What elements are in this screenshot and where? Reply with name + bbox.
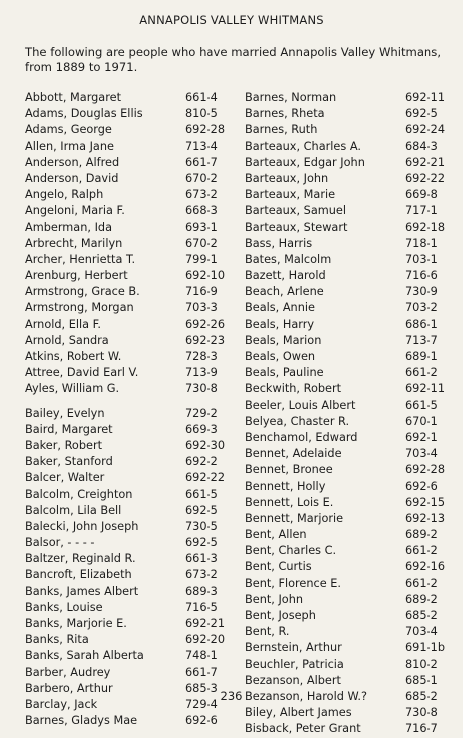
entry-reference: 713-9 (185, 366, 218, 380)
index-entry (245, 139, 458, 155)
index-entry (245, 624, 458, 640)
entry-reference: 692-21 (405, 155, 446, 169)
index-entry (25, 567, 240, 583)
entry-name: Barber, Audrey (25, 665, 111, 679)
entry-name: Barnes, Rheta (245, 107, 325, 121)
entry-reference: 692-11 (405, 91, 446, 104)
entry-reference: 692-22 (405, 171, 446, 185)
entry-name: Beals, Marion (245, 333, 322, 347)
index-entry (25, 155, 240, 171)
index-entry (245, 430, 458, 446)
entry-name: Barclay, Jack (25, 697, 98, 711)
entry-reference: 730-5 (185, 519, 218, 533)
entry-reference: 661-4 (185, 91, 218, 104)
index-entry (245, 446, 458, 462)
index-entry (245, 220, 458, 236)
entry-reference: 661-2 (405, 576, 438, 590)
entry-reference: 692-22 (185, 471, 226, 485)
entry-name: Arnold, Sandra (25, 333, 109, 347)
entry-name: Balcolm, Lila Bell (25, 503, 122, 517)
entry-name: Barbero, Arthur (25, 681, 113, 695)
entry-reference: 685-2 (405, 609, 438, 622)
entry-reference: 692-5 (185, 536, 218, 550)
index-entry (245, 365, 458, 381)
entry-reference: 692-10 (185, 269, 226, 283)
entry-name: Attree, David Earl V. (25, 366, 139, 380)
index-entry (25, 317, 240, 333)
entry-reference: 810-2 (405, 657, 438, 671)
index-entry (245, 333, 458, 349)
entry-reference: 729-2 (185, 406, 218, 420)
index-entry (25, 381, 240, 397)
entry-name: Ayles, William G. (25, 382, 120, 396)
entry-name: Atkins, Robert W. (25, 350, 122, 363)
intro-paragraph: The following are people who have married Annapolis Valley Whitmans, from 1889 to 1971. (25, 45, 441, 74)
index-entry (25, 648, 240, 664)
index-entry (245, 608, 458, 624)
index-entry (245, 527, 458, 543)
entry-name: Baltzer, Reginald R. (25, 552, 136, 566)
index-entry (25, 220, 240, 236)
index-entry (245, 721, 458, 737)
entry-reference: 661-7 (185, 665, 218, 679)
entry-reference: 685-1 (405, 673, 438, 687)
entry-reference: 689-1 (405, 350, 438, 363)
index-entry (25, 252, 240, 268)
index-entry (245, 252, 458, 268)
entry-reference: 692-21 (185, 617, 226, 630)
entry-reference: 692-23 (185, 333, 226, 347)
entry-reference: 689-2 (405, 528, 438, 542)
entry-name: Bernstein, Arthur (245, 641, 342, 655)
entry-name: Arnold, Ella F. (25, 317, 101, 331)
entry-name: Amberman, Ida (25, 220, 112, 234)
entry-reference: 692-6 (185, 714, 218, 728)
entry-reference: 692-30 (185, 438, 226, 452)
entry-reference: 670-1 (405, 414, 438, 428)
index-entry (25, 535, 240, 551)
entry-name: Barnes, Norman (245, 91, 337, 104)
entry-name: Banks, Rita (25, 633, 89, 647)
index-entry (25, 284, 240, 300)
index-entry (25, 519, 240, 535)
page-number: 236 (220, 689, 243, 703)
index-entry (25, 203, 240, 219)
index-entry (245, 462, 458, 478)
entry-reference: 728-3 (185, 350, 218, 363)
index-entry (25, 503, 240, 519)
entry-reference: 692-16 (405, 560, 446, 574)
entry-reference: 670-2 (185, 171, 218, 185)
entry-reference: 703-4 (405, 447, 438, 461)
index-entry (25, 470, 240, 486)
entry-reference: 669-8 (405, 188, 438, 202)
index-entry (25, 349, 240, 365)
index-entry (245, 657, 458, 673)
entry-name: Abbott, Margaret (25, 91, 122, 104)
entry-name: Balsor, - - - - (25, 536, 95, 550)
entry-reference: 669-3 (185, 422, 218, 436)
entry-name: Bancroft, Elizabeth (25, 568, 132, 582)
entry-name: Barteaux, Samuel (245, 204, 346, 218)
entry-reference: 661-3 (185, 552, 218, 566)
entry-reference: 703-1 (405, 252, 438, 266)
index-entry (25, 584, 240, 600)
index-entry (25, 365, 240, 381)
entry-reference: 692-15 (405, 495, 446, 509)
index-entry (25, 122, 240, 138)
entry-name: Barnes, Ruth (245, 123, 318, 137)
entry-name: Barteaux, Edgar John (245, 155, 365, 169)
entry-reference: 692-13 (405, 511, 446, 525)
index-entry (245, 90, 458, 106)
entry-reference: 692-18 (405, 220, 446, 234)
entry-reference: 730-8 (185, 382, 218, 396)
entry-reference: 692-5 (185, 503, 218, 517)
index-entry (25, 300, 240, 316)
index-entry (25, 139, 240, 155)
entry-name: Beals, Pauline (245, 366, 324, 380)
entry-reference: 692-6 (405, 479, 438, 493)
entry-reference: 684-3 (405, 139, 438, 153)
index-entry (25, 187, 240, 203)
index-entry (25, 713, 240, 729)
entry-reference: 703-3 (185, 301, 218, 315)
entry-name: Belyea, Chaster R. (245, 414, 350, 428)
entry-reference: 692-1 (405, 430, 438, 444)
entry-reference: 716-5 (185, 600, 218, 614)
index-entry (25, 551, 240, 567)
entry-name: Barteaux, Marie (245, 188, 336, 202)
index-entry (25, 171, 240, 187)
entry-reference: 661-7 (185, 155, 218, 169)
index-entry (25, 333, 240, 349)
entry-name: Balcer, Walter (25, 471, 105, 485)
entry-name: Beals, Harry (245, 317, 315, 331)
index-entry (245, 268, 458, 284)
entry-name: Barteaux, Stewart (245, 220, 348, 234)
index-entry (25, 406, 240, 422)
index-entry (245, 155, 458, 171)
index-entry (245, 106, 458, 122)
entry-reference: 729-4 (185, 697, 218, 711)
entry-reference: 730-9 (405, 285, 438, 299)
entry-name: Archer, Henrietta T. (25, 252, 136, 266)
entry-name: Angeloni, Maria F. (25, 204, 125, 218)
entry-reference: 730-8 (405, 706, 438, 720)
entry-name: Bennett, Holly (245, 479, 326, 493)
index-entry (25, 665, 240, 681)
index-entry (25, 600, 240, 616)
entry-name: Angelo, Ralph (25, 188, 104, 202)
entry-reference: 691-1b (405, 641, 445, 655)
index-entry (245, 673, 458, 689)
index-entry (245, 122, 458, 138)
entry-reference: 810-5 (185, 107, 218, 121)
entry-name: Bennett, Marjorie (245, 511, 344, 525)
entry-name: Allen, Irma Jane (25, 139, 114, 153)
index-entry (25, 422, 240, 438)
index-entry (245, 640, 458, 656)
entry-name: Arenburg, Herbert (25, 269, 128, 283)
entry-name: Bates, Malcolm (245, 252, 332, 266)
entry-name: Bezanson, Albert (245, 673, 341, 687)
entry-name: Bennett, Lois E. (245, 495, 334, 509)
entry-name: Bent, Allen (245, 528, 307, 542)
entry-name: Beuchler, Patricia (245, 657, 344, 671)
entry-reference: 692-2 (185, 455, 218, 469)
entry-reference: 713-7 (405, 333, 438, 347)
entry-reference: 689-3 (185, 584, 218, 598)
index-entry (25, 632, 240, 648)
index-entry (25, 90, 240, 106)
entry-reference: 668-3 (185, 204, 218, 218)
entry-name: Beals, Annie (245, 301, 315, 315)
entry-reference: 689-2 (405, 592, 438, 606)
entry-name: Bent, John (245, 592, 304, 606)
entry-name: Banks, Marjorie E. (25, 617, 127, 630)
entry-reference: 673-2 (185, 568, 218, 582)
index-entry (25, 106, 240, 122)
entry-name: Barnes, Gladys Mae (25, 714, 138, 728)
index-entry (245, 495, 458, 511)
index-entry (245, 398, 458, 414)
entry-reference: 661-5 (405, 398, 438, 412)
entry-reference: 692-5 (405, 107, 438, 121)
entry-reference: 693-1 (185, 220, 218, 234)
entry-name: Bent, Florence E. (245, 576, 342, 590)
index-entry (245, 705, 458, 721)
entry-reference: 661-2 (405, 366, 438, 380)
entry-reference: 685-2 (405, 689, 438, 703)
entry-reference: 748-1 (185, 649, 218, 663)
entry-reference: 685-3 (185, 681, 218, 695)
index-entry (245, 203, 458, 219)
index-entry (245, 576, 458, 592)
entry-name: Bezanson, Harold W.? (245, 689, 367, 703)
index-entry (25, 268, 240, 284)
entry-name: Baird, Margaret (25, 422, 113, 436)
index-entry (245, 511, 458, 527)
entry-name: Bailey, Evelyn (25, 406, 105, 420)
entry-reference: 717-1 (405, 204, 438, 218)
entry-name: Bass, Harris (245, 236, 313, 250)
index-entry (245, 414, 458, 430)
entry-name: Beckwith, Robert (245, 382, 342, 396)
entry-reference: 716-6 (405, 269, 438, 283)
page-title: ANNAPOLIS VALLEY WHITMANS (139, 13, 324, 27)
entry-reference: 692-28 (185, 123, 226, 137)
entry-name: Baker, Stanford (25, 455, 113, 469)
entry-name: Bazett, Harold (245, 269, 326, 283)
entry-reference: 692-26 (185, 317, 226, 331)
entry-name: Balecki, John Joseph (25, 519, 139, 533)
entry-reference: 661-2 (405, 544, 438, 558)
entry-name: Balcolm, Creighton (25, 487, 133, 501)
entry-reference: 703-2 (405, 301, 438, 315)
entry-reference: 692-28 (405, 463, 446, 477)
index-entry (245, 543, 458, 559)
index-entry (245, 559, 458, 575)
entry-name: Banks, Sarah Alberta (25, 649, 144, 663)
left-column (25, 90, 240, 729)
entry-reference: 716-7 (405, 722, 438, 736)
index-entry (245, 317, 458, 333)
entry-reference: 713-4 (185, 139, 218, 153)
entry-name: Bent, Curtis (245, 560, 312, 574)
index-entry (25, 438, 240, 454)
entry-name: Arbrecht, Marilyn (25, 236, 123, 250)
entry-reference: 692-11 (405, 382, 446, 396)
entry-reference: 673-2 (185, 188, 218, 202)
entry-reference: 661-5 (185, 487, 218, 501)
index-entry (25, 454, 240, 470)
entry-name: Beeler, Louis Albert (245, 398, 356, 412)
entry-name: Bent, Joseph (245, 609, 316, 622)
entry-name: Beach, Arlene (245, 285, 324, 299)
index-entry (245, 300, 458, 316)
entry-name: Bent, Charles C. (245, 544, 337, 558)
entry-name: Bent, R. (245, 625, 290, 639)
entry-reference: 716-9 (185, 285, 218, 299)
entry-name: Biley, Albert James (245, 706, 352, 720)
entry-reference: 692-24 (405, 123, 446, 137)
entry-name: Beals, Owen (245, 350, 316, 363)
entry-name: Banks, Louise (25, 600, 103, 614)
index-entry (245, 171, 458, 187)
entry-reference: 703-4 (405, 625, 438, 639)
entry-name: Bennet, Adelaide (245, 447, 342, 461)
index-entry (245, 284, 458, 300)
entry-name: Adams, Douglas Ellis (25, 107, 143, 121)
entry-name: Barteaux, Charles A. (245, 139, 361, 153)
entry-name: Armstrong, Morgan (25, 301, 134, 315)
index-entry (25, 616, 240, 632)
entry-name: Banks, James Albert (25, 584, 139, 598)
entry-name: Anderson, David (25, 171, 119, 185)
entry-reference: 799-1 (185, 252, 218, 266)
entry-name: Bisback, Peter Grant (245, 722, 361, 736)
index-entry (245, 236, 458, 252)
index-entry (25, 487, 240, 503)
index-entry (245, 479, 458, 495)
entry-reference: 692-20 (185, 633, 226, 647)
entry-reference: 670-2 (185, 236, 218, 250)
index-entry (25, 236, 240, 252)
entry-name: Benchamol, Edward (245, 430, 358, 444)
right-column (245, 90, 458, 738)
index-entry (245, 349, 458, 365)
index-entry (245, 592, 458, 608)
entry-reference: 718-1 (405, 236, 438, 250)
entry-name: Anderson, Alfred (25, 155, 120, 169)
index-entry (245, 187, 458, 203)
entry-name: Baker, Robert (25, 438, 103, 452)
entry-name: Bennet, Bronee (245, 463, 333, 477)
index-entry (245, 381, 458, 397)
entry-name: Armstrong, Grace B. (25, 285, 140, 299)
entry-name: Barteaux, John (245, 171, 329, 185)
entry-name: Adams, George (25, 123, 112, 137)
entry-reference: 686-1 (405, 317, 438, 331)
